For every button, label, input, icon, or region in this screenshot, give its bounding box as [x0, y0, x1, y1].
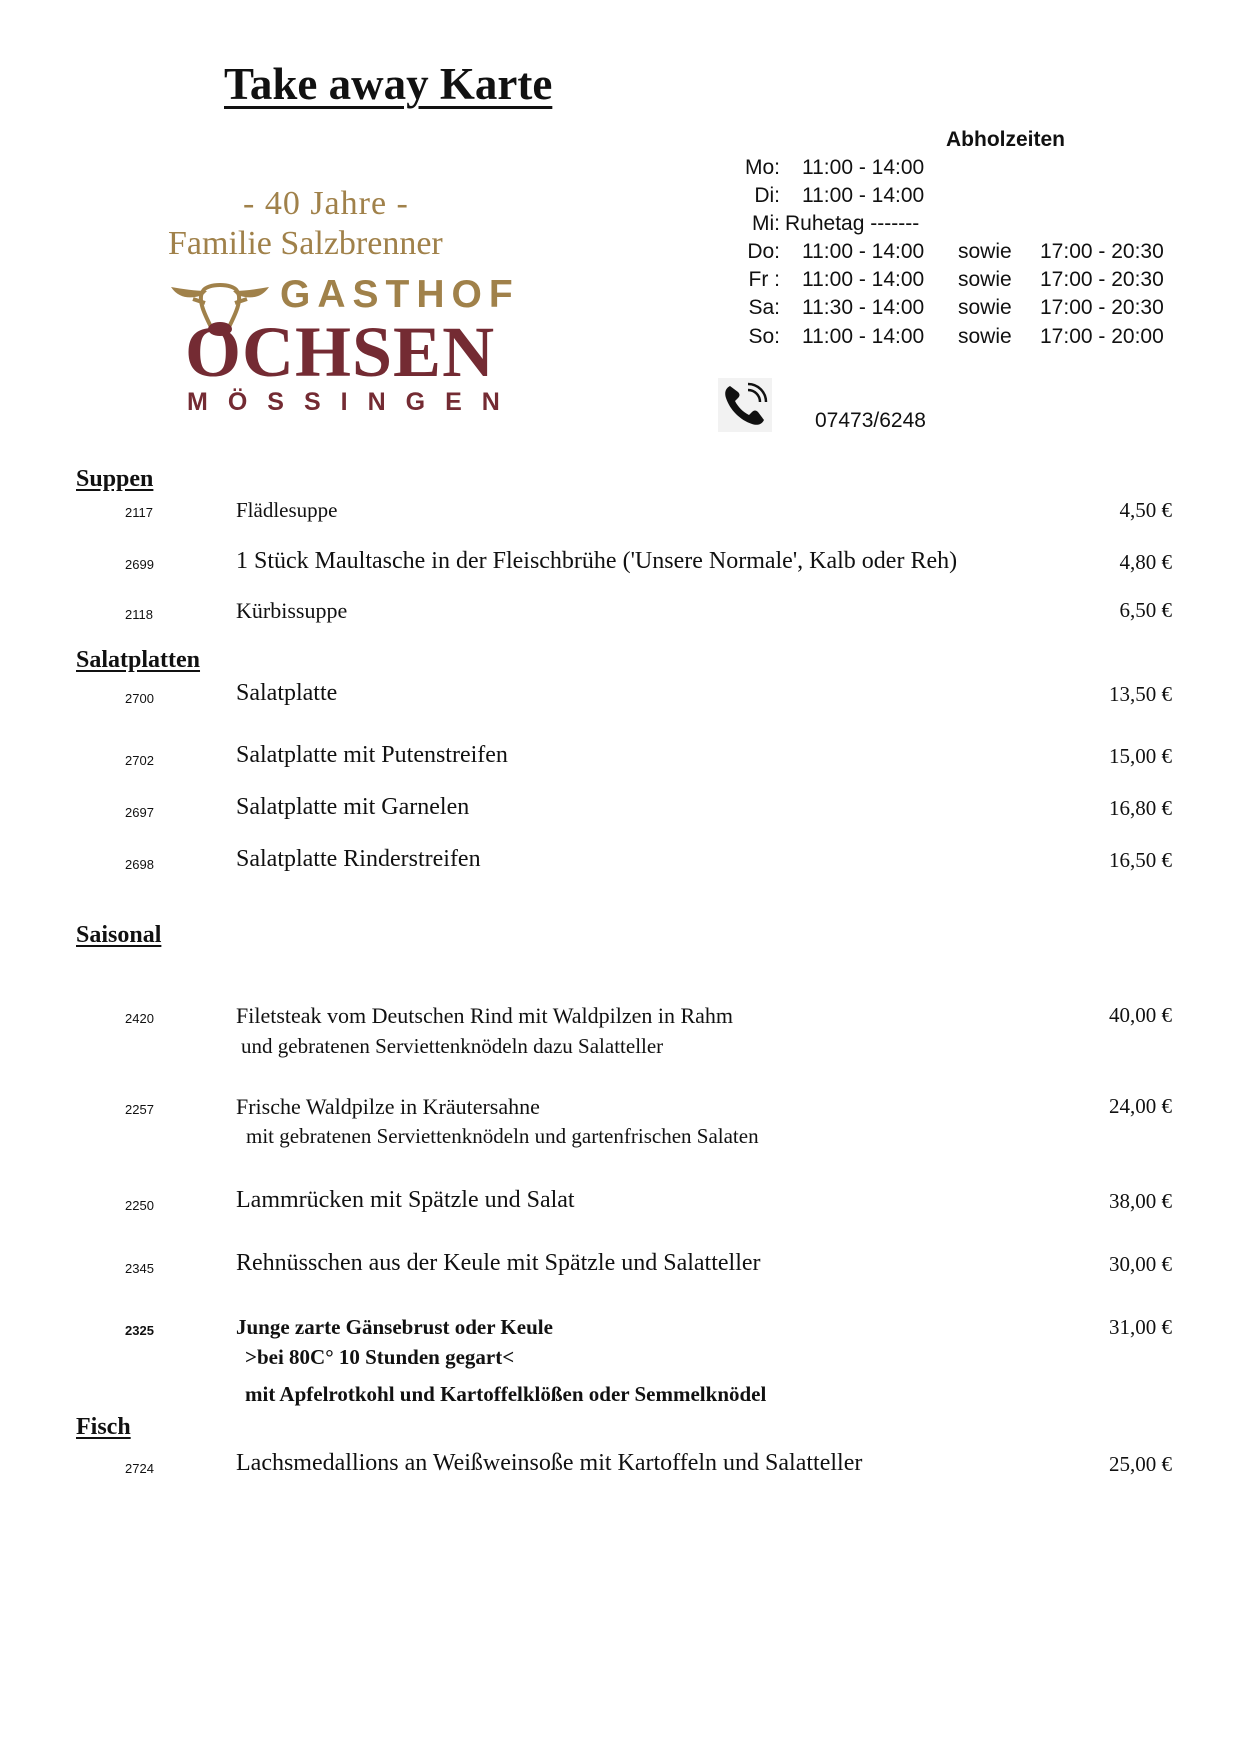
item-price: 13,50 €	[1109, 682, 1172, 706]
pickup-time: 11:00 - 14:00	[802, 240, 925, 263]
item-code: 2420	[125, 1011, 154, 1026]
pickup-time: 11:00 - 14:00	[802, 184, 925, 207]
item-name: Frische Waldpilze in Kräutersahne	[236, 1094, 540, 1119]
pickup-day: Di:	[754, 184, 780, 207]
item-code: 2250	[125, 1198, 154, 1213]
item-price: 38,00 €	[1109, 1189, 1172, 1213]
pickup-time: 11:30 - 14:00	[802, 296, 925, 319]
item-description: >bei 80C° 10 Stunden gegart<	[245, 1345, 515, 1369]
item-name: Lammrücken mit Spätzle und Salat	[236, 1187, 575, 1213]
item-name: Salatplatte mit Putenstreifen	[236, 742, 508, 768]
page-title: Take away Karte	[224, 59, 553, 109]
logo-town: MÖSSINGEN	[187, 388, 520, 416]
item-code: 2257	[125, 1102, 154, 1117]
section-salatplatten: Salatplatten	[76, 647, 201, 673]
pickup-day: Sa:	[748, 296, 780, 319]
section-suppen: Suppen	[76, 466, 154, 492]
phone-number: 07473/6248	[815, 409, 926, 432]
pickup-day: Mo:	[744, 156, 780, 179]
pickup-day: So:	[748, 325, 780, 348]
item-code: 2724	[125, 1461, 154, 1476]
item-price: 16,50 €	[1109, 848, 1172, 872]
pickup-sowie: sowie	[958, 325, 1012, 348]
pickup-day: Fr :	[748, 268, 780, 291]
logo-family: Familie Salzbrenner	[168, 225, 443, 262]
section-saisonal: Saisonal	[76, 922, 162, 948]
pickup-day: Mi:	[752, 212, 780, 235]
item-code: 2697	[125, 805, 154, 820]
item-price: 6,50 €	[1119, 598, 1172, 622]
item-price: 4,80 €	[1119, 550, 1172, 574]
item-name: Rehnüsschen aus der Keule mit Spätzle und Salatteller	[236, 1250, 761, 1276]
pickup-day: Do:	[747, 240, 780, 263]
item-name: Junge zarte Gänsebrust oder Keule	[236, 1315, 553, 1339]
item-price: 16,80 €	[1109, 796, 1172, 820]
item-name: 1 Stück Maultasche in der Fleischbrühe ('Unsere Normale', Kalb oder Reh)	[236, 548, 958, 574]
pickup-sowie: sowie	[958, 268, 1012, 291]
item-code: 2700	[125, 691, 154, 706]
item-description: mit gebratenen Serviettenknödeln und gartenfrischen Salaten	[246, 1124, 759, 1148]
pickup-closed: Ruhetag -------	[785, 212, 920, 235]
phone-icon	[718, 378, 772, 432]
item-price: 4,50 €	[1119, 498, 1172, 522]
item-price: 31,00 €	[1109, 1315, 1172, 1339]
pickup-time: 11:00 - 14:00	[802, 325, 925, 348]
logo-name: OCHSEN	[185, 312, 496, 392]
item-name: Salatplatte mit Garnelen	[236, 794, 470, 820]
item-name: Flädlesuppe	[236, 498, 338, 522]
logo-anniversary: - 40 Jahre -	[243, 185, 409, 222]
pickup-time-evening: 17:00 - 20:30	[1040, 240, 1164, 263]
item-description: mit Apfelrotkohl und Kartoffelklößen oder Semmelknödel	[245, 1382, 767, 1406]
pickup-time-evening: 17:00 - 20:30	[1040, 296, 1164, 319]
item-description: und gebratenen Serviettenknödeln dazu Salatteller	[241, 1034, 664, 1058]
item-code: 2698	[125, 857, 154, 872]
item-price: 30,00 €	[1109, 1252, 1172, 1276]
restaurant-logo	[165, 185, 545, 415]
pickup-time-evening: 17:00 - 20:00	[1040, 325, 1164, 348]
item-name: Filetsteak vom Deutschen Rind mit Waldpilzen in Rahm	[236, 1003, 734, 1028]
item-code: 2118	[125, 607, 153, 622]
item-name: Lachsmedallions an Weißweinsoße mit Kartoffeln und Salatteller	[236, 1450, 863, 1476]
logo-gasthof: GASTHOF	[280, 273, 520, 316]
item-code: 2702	[125, 753, 154, 768]
item-price: 15,00 €	[1109, 744, 1172, 768]
item-name: Kürbissuppe	[236, 598, 348, 623]
pickup-sowie: sowie	[958, 240, 1012, 263]
item-price: 40,00 €	[1109, 1003, 1172, 1027]
pickup-time-evening: 17:00 - 20:30	[1040, 268, 1164, 291]
item-code: 2325	[125, 1323, 154, 1338]
section-fisch: Fisch	[76, 1414, 131, 1440]
pickup-time: 11:00 - 14:00	[802, 268, 925, 291]
item-code: 2345	[125, 1261, 154, 1276]
item-price: 25,00 €	[1109, 1452, 1172, 1476]
item-code: 2117	[125, 505, 153, 520]
item-name: Salatplatte	[236, 680, 338, 706]
item-name: Salatplatte Rinderstreifen	[236, 846, 481, 872]
item-price: 24,00 €	[1109, 1094, 1172, 1118]
pickup-sowie: sowie	[958, 296, 1012, 319]
item-code: 2699	[125, 557, 154, 572]
pickup-time: 11:00 - 14:00	[802, 156, 925, 179]
pickup-heading: Abholzeiten	[946, 128, 1065, 151]
